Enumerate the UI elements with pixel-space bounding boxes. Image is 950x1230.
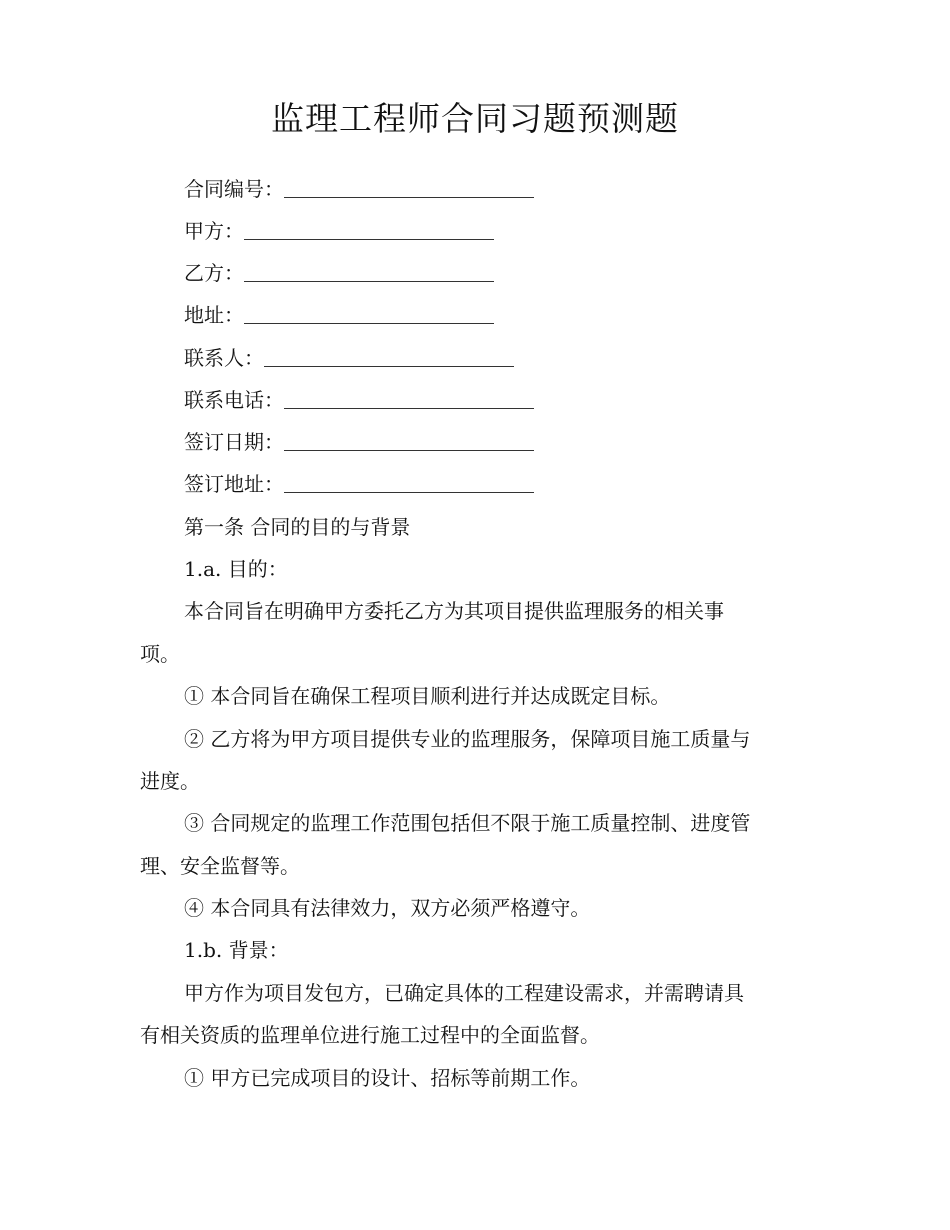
field-label: 地址： <box>184 303 244 327</box>
contact-phone-blank[interactable] <box>284 388 534 409</box>
field-label: 联系人： <box>184 346 264 370</box>
section-1b-heading: 1.b. 背景： <box>184 938 289 962</box>
contract-number-field <box>184 175 534 203</box>
list-item-continuation: 进度。 <box>140 769 200 793</box>
list-item: ① 本合同旨在确保工程项目顺利进行并达成既定目标。 <box>184 684 671 708</box>
field-label: 乙方： <box>184 261 244 285</box>
signing-date-field <box>184 428 534 456</box>
address-blank[interactable] <box>244 303 494 324</box>
list-item-continuation: 理、安全监督等。 <box>140 854 300 878</box>
paragraph-line: 本合同旨在明确甲方委托乙方为其项目提供监理服务的相关事 <box>184 599 724 623</box>
address-field <box>184 301 494 329</box>
document-title: 监理工程师合同习题预测题 <box>271 99 679 138</box>
field-label: 甲方： <box>184 219 244 243</box>
signing-place-field <box>184 470 534 498</box>
field-label: 签订日期： <box>184 430 284 454</box>
list-item: ② 乙方将为甲方项目提供专业的监理服务，保障项目施工质量与 <box>184 727 751 751</box>
list-item: ① 甲方已完成项目的设计、招标等前期工作。 <box>184 1066 591 1090</box>
list-item: ③ 合同规定的监理工作范围包括但不限于施工质量控制、进度管 <box>184 811 751 835</box>
field-label: 签订地址： <box>184 472 284 496</box>
party-a-blank[interactable] <box>244 219 494 240</box>
paragraph-line: 有相关资质的监理单位进行施工过程中的全面监督。 <box>140 1023 600 1047</box>
article-1-heading: 第一条 合同的目的与背景 <box>184 515 411 539</box>
signing-place-blank[interactable] <box>284 472 534 493</box>
party-b-blank[interactable] <box>244 261 494 282</box>
party-b-field <box>184 259 494 287</box>
list-item: ④ 本合同具有法律效力，双方必须严格遵守。 <box>184 896 591 920</box>
paragraph-line: 甲方作为项目发包方，已确定具体的工程建设需求，并需聘请具 <box>184 981 744 1005</box>
paragraph-line: 项。 <box>140 642 180 666</box>
contact-person-field <box>184 344 514 372</box>
signing-date-blank[interactable] <box>284 430 534 451</box>
section-1a-heading: 1.a. 目的： <box>184 557 288 581</box>
party-a-field <box>184 217 494 245</box>
contact-person-blank[interactable] <box>264 346 514 367</box>
field-label: 合同编号： <box>184 177 284 201</box>
contact-phone-field <box>184 386 534 414</box>
field-label: 联系电话： <box>184 388 284 412</box>
contract-number-blank[interactable] <box>284 177 534 198</box>
